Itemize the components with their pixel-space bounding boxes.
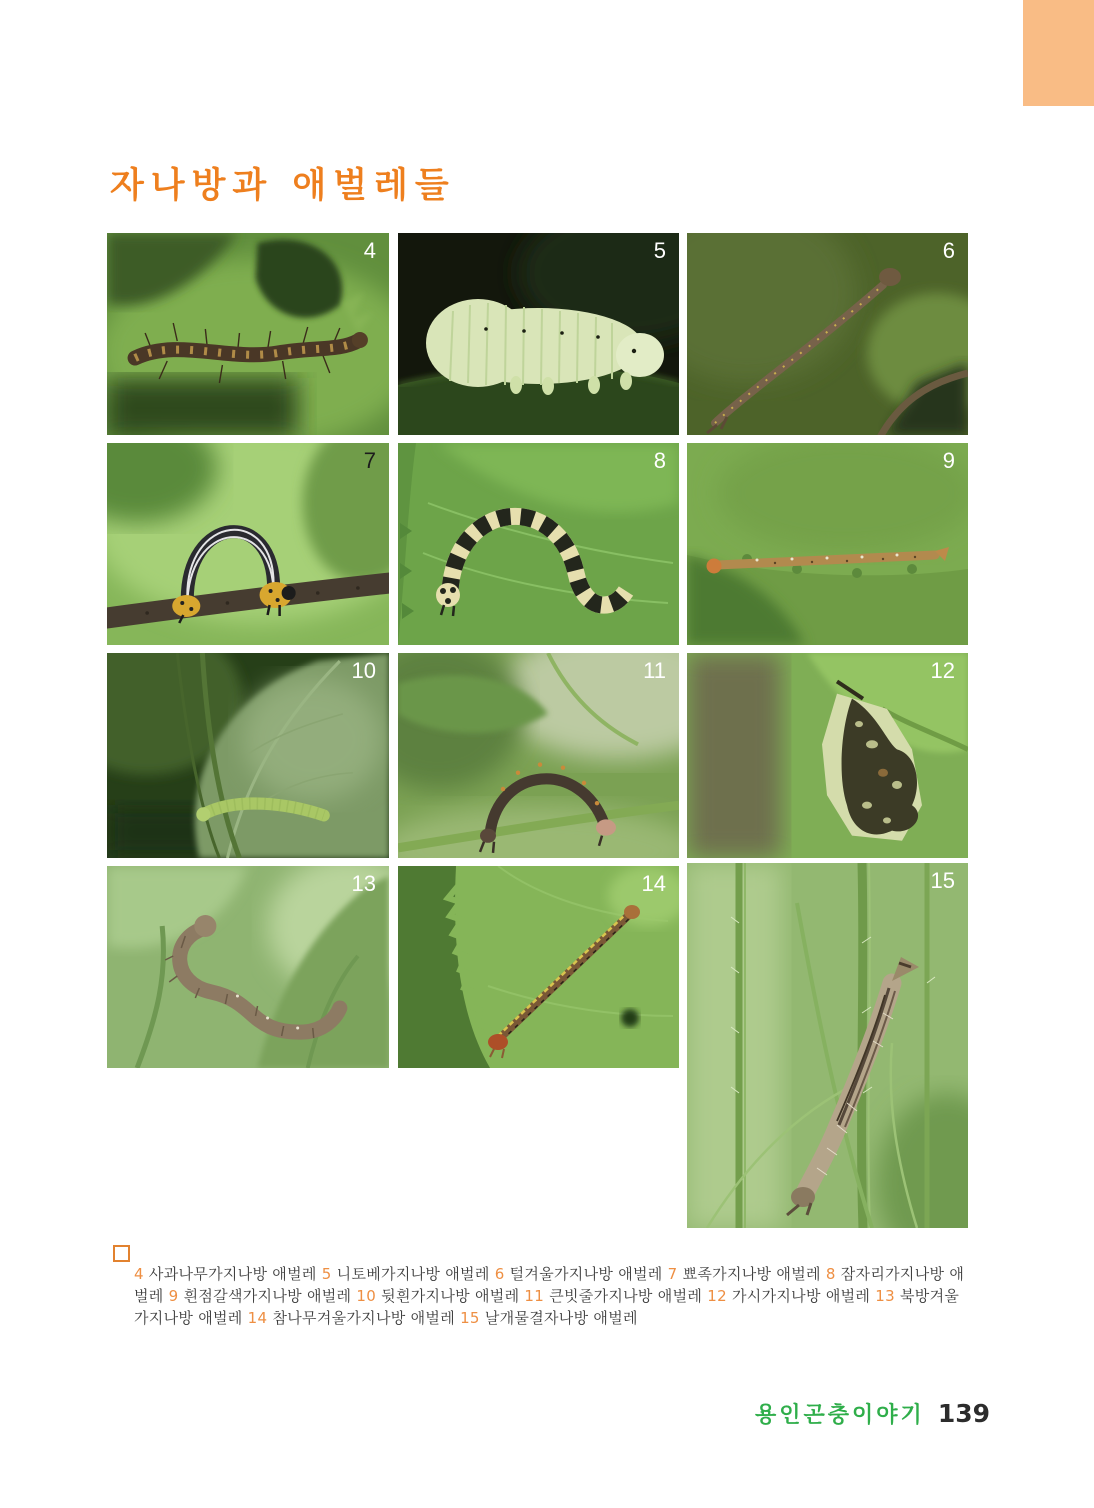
corner-accent-rect [1023, 0, 1094, 106]
page-number: 139 [937, 1399, 990, 1428]
photo-number: 8 [653, 448, 666, 473]
caption-item-name: 사과나무가지나방 애벌레 [143, 1265, 317, 1283]
caption-item-name: 뾰족가지나방 애벌레 [677, 1265, 821, 1283]
caption-item-number: 5 [316, 1265, 332, 1283]
caption-item-name: 잠자리가지나방 애벌레 [134, 1265, 965, 1305]
footer-logo: 용인곤충이야기 [755, 1403, 925, 1428]
caption-item-name: 흰점갈색가지나방 애벌레 [178, 1287, 352, 1305]
page-title: 자나방과 애벌레들 [110, 166, 456, 206]
caption-item-name: 참나무겨울가지나방 애벌레 [267, 1309, 455, 1327]
photo-number: 12 [930, 658, 955, 683]
caption-text [134, 1263, 967, 1329]
photo-9 [687, 443, 968, 645]
caption-item-name: 큰빗줄가지나방 애벌레 [544, 1287, 703, 1305]
caption-item-name: 가시가지나방 애벌레 [726, 1287, 871, 1305]
caption-item-name: 날개물결자나방 애벌레 [479, 1309, 638, 1327]
footer [755, 1398, 990, 1429]
photo-15 [687, 863, 968, 1228]
caption-item-name: 뒷흰가지나방 애벌레 [376, 1287, 520, 1305]
caption-item-name: 니토베가지나방 애벌레 [331, 1265, 490, 1283]
photo-number: 13 [351, 871, 376, 896]
caption-item-number: 9 [163, 1287, 179, 1305]
photo-number: 14 [641, 871, 666, 896]
photo-number: 4 [363, 238, 376, 263]
caption-item-number: 8 [820, 1265, 836, 1283]
photo-number: 5 [653, 238, 666, 263]
caption-item-number: 11 [519, 1287, 545, 1305]
photo-13 [107, 866, 389, 1068]
caption-item-number: 7 [662, 1265, 678, 1283]
photo-number: 9 [942, 448, 955, 473]
photo-12 [687, 653, 968, 858]
photo-number: 11 [643, 658, 666, 683]
photo-7 [107, 443, 389, 645]
caption-item-number: 10 [351, 1287, 377, 1305]
caption-item-number: 4 [134, 1265, 144, 1283]
caption-item-name: 북방겨울가지나방 애벌레 [134, 1287, 960, 1327]
caption-item-number: 14 [242, 1309, 268, 1327]
photo-8 [398, 443, 679, 645]
photo-number: 10 [351, 658, 376, 683]
caption-item-number: 15 [455, 1309, 480, 1327]
caption-item-name: 털겨울가지나방 애벌레 [504, 1265, 663, 1283]
photo-6 [687, 233, 968, 435]
caption-item-number: 12 [702, 1287, 727, 1305]
caption-bullet-icon [113, 1245, 130, 1262]
photo-11 [398, 653, 679, 858]
photo-number: 6 [942, 238, 955, 263]
caption-item-number: 6 [489, 1265, 505, 1283]
photo-4 [107, 233, 389, 435]
photo-10 [107, 653, 389, 858]
photo-number: 15 [930, 868, 955, 893]
caption-item-number: 13 [870, 1287, 895, 1305]
photo-5 [398, 233, 679, 435]
photo-number: 7 [363, 448, 376, 473]
photo-14 [398, 866, 679, 1068]
